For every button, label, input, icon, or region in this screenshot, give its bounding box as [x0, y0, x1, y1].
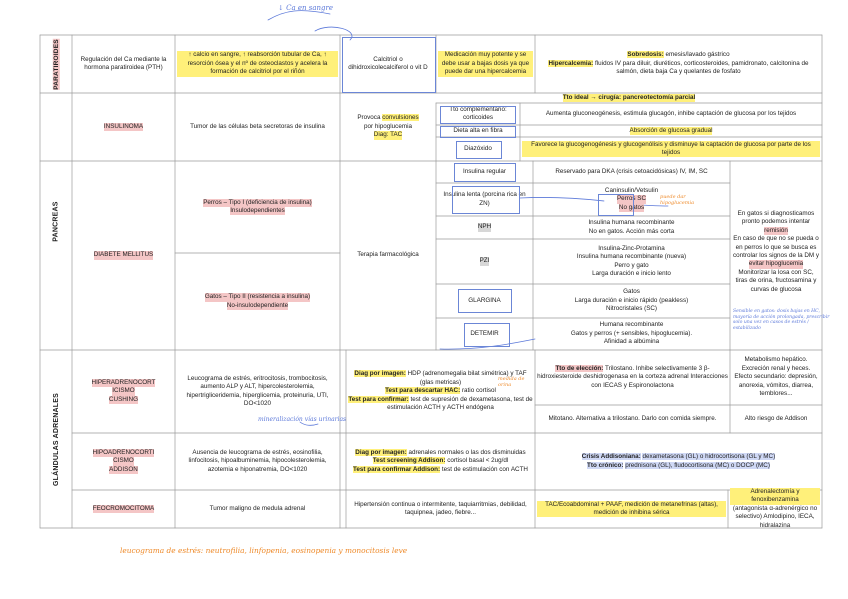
- insulinoma-tto-ideal: Tto ideal → cirugía: pancreotectomía parcial: [562, 93, 696, 101]
- insulinoma-name-cell: INSULINOMA: [103, 122, 144, 130]
- insulin-box-lenta: [452, 186, 520, 214]
- insulin-pzi-name: PZI: [479, 257, 490, 265]
- addison-signs-cell: Ausencia de leucograma de estrés, eosinofilia, linfocitosis, hipoalbuminemia, hipocolesterolemia, azotemia e hiponatremia, DO<1020: [188, 448, 327, 473]
- cushing-efectos-cell: Metabolismo hepático. Excreción renal y heces. Efecto secundario: depresión, anorexia, vómitos, diarrea, temblores...: [734, 356, 818, 398]
- insulin-lenta-name: Insulina lenta (porcina rica en ZN): [443, 191, 526, 207]
- insulinoma-provoca-cell: Provoca convulsiones por hipoglucemia Diag: TAC: [357, 114, 419, 139]
- insulin-box-glargina: [458, 289, 512, 313]
- feocromocitoma-name-cell: FEOCROMOCITOMA: [92, 504, 155, 512]
- cushing-tto-cell: Tto de elección: Trilostano. Inhibe selectivamente 3 β-hidroxiesteroide deshidrogenasa en la corteza adrenal Interacciones con IECAS y Espironolactona: [537, 364, 728, 389]
- addison-diag-cell: Diag por imagen: adrenales normales o las dos disminuidas Test screening Addison: cortisol basal < 2ug/dl Test para confirmar Addison: test de estimulación con ACTH: [353, 448, 528, 473]
- insulinoma-box-2: [456, 141, 502, 159]
- perros-gatos-box: [598, 194, 634, 216]
- feocromocitoma-tto-cell: Adrenalectomía y fenoxibenzamina (antagonista α-adrenérgico no selectivo) Amlodipino, IECA, hidralazina: [728, 490, 822, 528]
- diabetes-side-notes: En gatos si diagnosticamos pronto podemos intentar remisión En caso de que no se pueda o en perros lo que se busca es controlar los signos de la DM y evitar hipoglucemia Monitorizar la losa con SC, tiras de orina, fructosamina y curvas de glucosa: [732, 209, 820, 293]
- section-label-paratiroides: PARATIROIDES: [52, 38, 60, 90]
- addison-tto-cell: Crisis Addisoniana: dexametasona (GL) o hidrocortisona (GL y MC) Tto crónico: prednisona (GL), fludocortisona (MC) o DOCP (MC): [581, 453, 776, 469]
- insulinoma-tumor-cell: Tumor de las células beta secretoras de insulina: [190, 122, 325, 130]
- insulin-lenta-desc: Caninsulin/Vetsulin Perros SC No gatos: [604, 186, 659, 211]
- section-label-adrenales: GLÁNDULAS ADRENALES: [52, 392, 60, 486]
- section-label-pancreas: PANCREAS: [52, 201, 60, 242]
- insulinoma-box-1: [440, 126, 516, 138]
- insulin-glargina-name: GLARGINA: [468, 296, 501, 304]
- insulin-regular-desc: Reservado para DKA (crisis cetoacidósicas) IV, IM, SC: [555, 167, 708, 175]
- cushing-riesgo-cell: Alto riesgo de Addison: [744, 414, 808, 422]
- insulinoma-row-0-label: Tto complementario: corticoides: [449, 105, 507, 121]
- insulinoma-row-0-text: Aumenta gluconeogénesis, estimula glucagón, inhibe captación de glucosa por los tejidos: [545, 109, 797, 117]
- medicacion-cell: Medicación muy potente y se debe usar a bajas dosis ya que puede dar una hipercalcemia: [436, 35, 535, 93]
- diabetes-terapia-cell: Terapia farmacológica: [357, 251, 419, 259]
- insulin-box-regular: [454, 163, 516, 182]
- insulinoma-row-2-text: Favorece la glucogenogénesis y glucogenólisis y disminuye la captación de glucosa por parte de los tejidos: [520, 137, 822, 161]
- cushing-name-cell: HIPERADRENOCORT ICISMO CUSHING: [91, 378, 156, 403]
- puede-dar-note: puede dar hipoglucemia: [660, 194, 695, 206]
- diabetes-gatos-cell: Gatos – Tipo II (resistencia a insulina) No-insulodependiente: [204, 293, 311, 309]
- medida-orina-note: medida de orina: [498, 376, 525, 388]
- leucograma-handwritten-note: leucograma de estrés: neutrofilia, linfopenia, eosinopenia y monocitosis leve: [120, 546, 408, 555]
- insulin-nph-desc: Insulina humana recombinante No en gatos. Acción más corta: [588, 219, 675, 235]
- feocromocitoma-tumor-cell: Tumor maligno de medula adrenal: [209, 504, 306, 512]
- insulin-box-detemir: [464, 323, 510, 347]
- insulinoma-row-1-text: Absorción de glucosa gradual: [629, 126, 713, 134]
- top-handwritten-note: ↓ Ca en sangre: [278, 4, 333, 12]
- cushing-diag-cell: Diag por imagen: HDP (adrenomegalia bilat simétrica) y TAF (glas metricas) Test para descartar HAC: ratio cortisol Test para confirmar: test de supresión de dexametasona, test de estimulación ACTH y ACTH endógena: [348, 370, 533, 412]
- mineralizacion-note: mineralización vías urinarias: [258, 416, 347, 423]
- insulinoma-box-0: [440, 106, 516, 124]
- acetato-handwritten-note: Sensible en gatos: dosis bajas en HC, mayoría de acción prolongada, prescribir solo una vez en casos de estrés / estabilizado: [733, 309, 830, 331]
- insulin-pzi-desc: Insulina-Zinc-Protamina Insulina humana recombinante (nueva) Perro y gato Larga duración e inicio lento: [576, 244, 687, 277]
- pth-treatment-cell: Sobredosis: emesis/lavado gástrico Hipercalcemia: fluidos IV para diluir, diuréticos, corticosteroides, pamidronato, calcitonina de salmón, dieta baja Ca y quelantes de fosfato: [548, 51, 809, 76]
- addison-name-cell: HIPOADRENOCORTI CISMO ADDISON: [92, 448, 155, 473]
- insulin-nph-name: NPH: [477, 223, 492, 231]
- pth-effects-cell: ↑ calcio en sangre, ↑ reabsorción tubular de Ca, ↑ resorción ósea y el nº de osteoclastos y acelera la formación de calcitriol por el riñón: [175, 35, 340, 93]
- insulin-regular-name: Insulina regular: [462, 167, 507, 175]
- insulin-detemir-desc: Humana recombinante Gatos y perros (+ sensibles, hipoglucemia). Afinidad a albúmina: [570, 321, 693, 346]
- insulin-glargina-desc: Gatos Larga duración e inicio rápido (peakless) Nitrocristales (SC): [574, 288, 689, 313]
- diabetes-perros-cell: Perros – Tipo I (deficiencia de insulina) Insulodependientes: [203, 198, 312, 214]
- insulin-detemir-name: DETEMIR: [470, 329, 499, 337]
- diabetes-name-cell: DIABETE MELLITUS: [93, 251, 154, 259]
- insulinoma-row-2-label: Diazóxido: [464, 144, 492, 152]
- feocromocitoma-diag-cell: TAC/Ecoabdominal + PAAF, medición de metanefrinas (altas), medición de inhibina sérica: [535, 490, 728, 528]
- calcitriol-box: [342, 37, 436, 93]
- cushing-mitotano-cell: Mitotano. Alternativa a trilostano. Darlo con comida siempre.: [548, 414, 717, 422]
- feocromocitoma-signs-cell: Hipertensión continua o intermitente, taquiarritmias, debilidad, taquipnea, jadeo, fiebre...: [354, 500, 527, 516]
- cushing-signs-cell: Leucograma de estrés, eritrocitosis, trombocitosis, aumento ALP y ALT, hipercolesterolemia, hipertrigliceridemia, hiperglicemia, proteinuria, UTI, DO<1020: [186, 374, 329, 407]
- pth-name-cell: Regulación del Ca mediante la hormona paratiroidea (PTH): [80, 55, 167, 71]
- calcitriol-cell: Calcitriol o dihidroxicolecalciferol o vit D: [348, 55, 428, 71]
- insulinoma-row-1-label: Dieta alta en fibra: [453, 126, 503, 134]
